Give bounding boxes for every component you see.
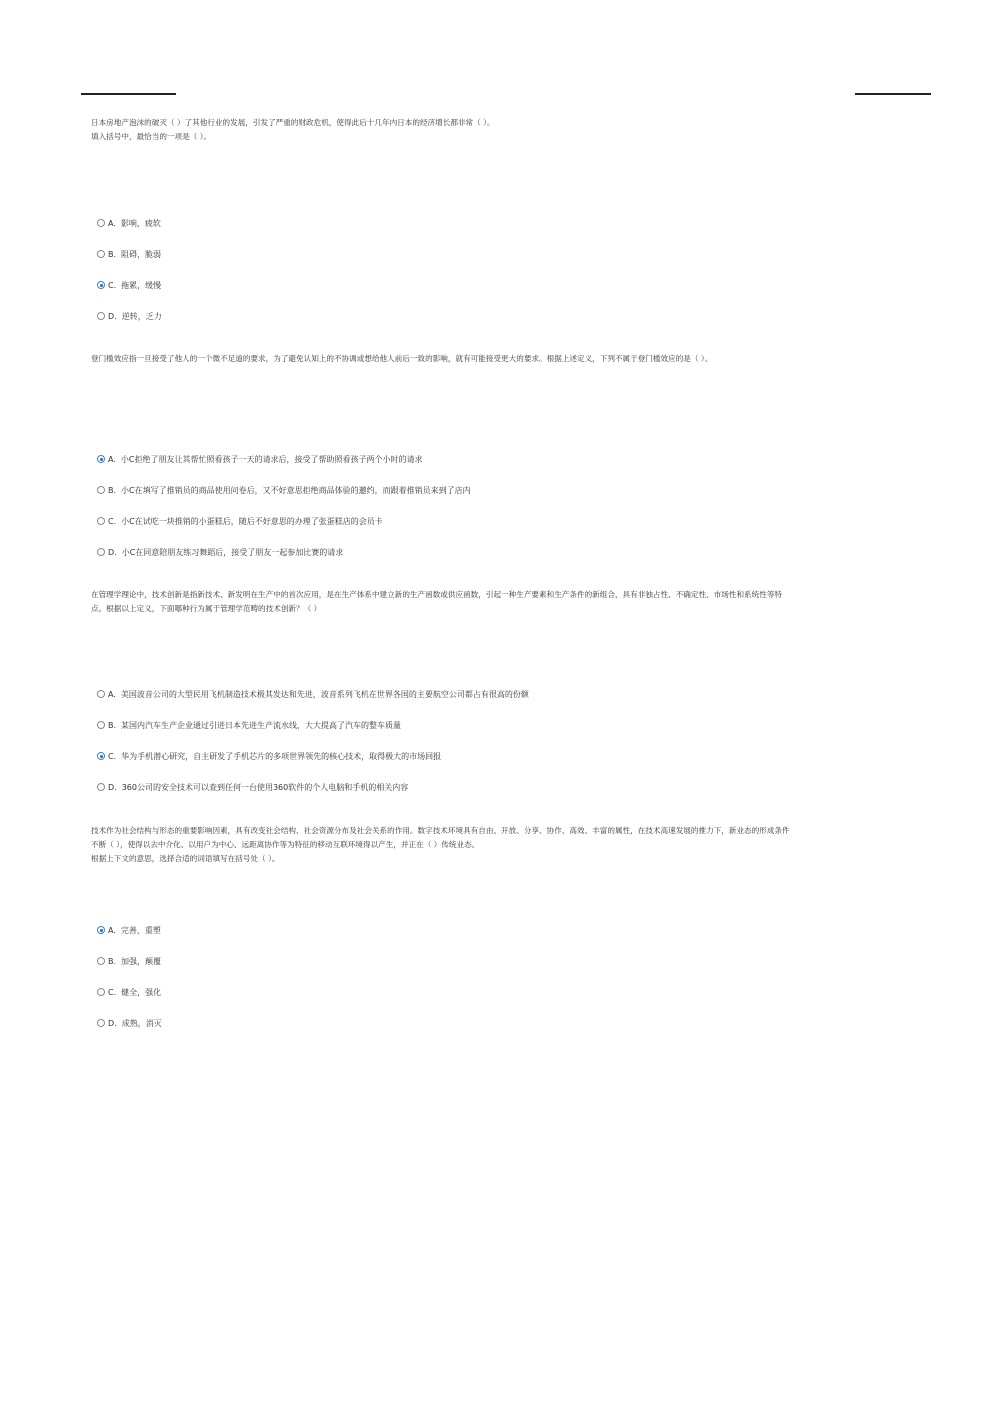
option-b[interactable] xyxy=(97,483,471,497)
radio-button-selected[interactable] xyxy=(97,281,105,289)
option-text: 阻碍，脆弱 xyxy=(121,249,162,259)
question-2 xyxy=(91,352,931,557)
option-text: 360公司的安全技术可以查到任何一台使用360软件的个人电脑和手机的相关内容 xyxy=(121,782,409,792)
radio-button[interactable] xyxy=(97,721,105,729)
option-d[interactable] xyxy=(97,1016,162,1030)
radio-button-selected[interactable] xyxy=(97,455,105,463)
question-3-text: 在管理学理论中，技术创新是指新技术、新发明在生产中的首次应用，是在生产体系中建立新的生产函数或供应函数，引起一种生产要素和生产条件的新组合，具有非独占性、不确定性、市场性和系统性等特 点。根据以上定义，下面哪种行为属于管理学范畴的技术创新？（ ） xyxy=(91,590,783,613)
question-4-text: 技术作为社会结构与形态的重要影响因素，具有改变社会结构、社会资源分布及社会关系的作用。数字技术环境具有自由、开放、分享、协作、高效、丰富的属性，在技术高速发展的推力下，新业态的形成条件 不断（ ），使得以去中介化、以用户为中心、远距离协作等为特征的移动互联环境得以产生，并正在（ ）传统业态。 根据上下文的意思，选择合适的词语填写在括号处（ ）。 xyxy=(91,826,790,863)
header-rule-left xyxy=(81,93,176,95)
option-b[interactable] xyxy=(97,954,161,968)
option-text: 华为手机潜心研究，自主研发了手机芯片的多项世界领先的核心技术，取得极大的市场回报 xyxy=(121,751,442,761)
option-letter: C. xyxy=(108,280,117,290)
question-1-text: 日本房地产泡沫的破灭（ ）了其他行业的发展，引发了严重的财政危机，使得此后十几年内日本的经济增长都非常（ ）。 填入括号中，最恰当的一项是（ ）。 xyxy=(91,118,495,141)
radio-button[interactable] xyxy=(97,312,105,320)
option-text: 成熟，消灭 xyxy=(121,1018,162,1028)
option-a[interactable] xyxy=(97,216,161,230)
option-letter: B. xyxy=(108,720,117,730)
option-a[interactable] xyxy=(97,452,422,466)
option-letter: A. xyxy=(108,454,116,464)
radio-button[interactable] xyxy=(97,690,105,698)
option-a[interactable] xyxy=(97,923,161,937)
radio-button[interactable] xyxy=(97,219,105,227)
option-b[interactable] xyxy=(97,247,161,261)
radio-button[interactable] xyxy=(97,486,105,494)
radio-button-selected[interactable] xyxy=(97,752,105,760)
option-text: 逆转，乏力 xyxy=(121,311,162,321)
option-a[interactable] xyxy=(97,687,529,701)
option-text: 小C在填写了推销员的商品使用问卷后，又不好意思拒绝商品体验的邀约，而跟着推销员来到了店内 xyxy=(121,485,471,495)
option-letter: A. xyxy=(108,689,116,699)
option-letter: D. xyxy=(108,311,117,321)
option-letter: B. xyxy=(108,485,117,495)
radio-button[interactable] xyxy=(97,250,105,258)
option-letter: D. xyxy=(108,782,117,792)
radio-button[interactable] xyxy=(97,517,105,525)
option-text: 拖累，缓慢 xyxy=(121,280,162,290)
option-text: 小C拒绝了朋友让其帮忙照看孩子一天的请求后，接受了帮助照看孩子两个小时的请求 xyxy=(120,454,423,464)
option-letter: B. xyxy=(108,249,117,259)
option-text: 美国波音公司的大型民用飞机制造技术极其发达和先进，波音系列飞机在世界各国的主要航空公司都占有很高的份额 xyxy=(120,689,529,699)
option-letter: A. xyxy=(108,218,116,228)
option-c[interactable] xyxy=(97,985,161,999)
option-letter: B. xyxy=(108,956,117,966)
radio-button[interactable] xyxy=(97,988,105,996)
option-text: 影响，疲软 xyxy=(120,218,161,228)
option-letter: C. xyxy=(108,516,117,526)
option-d[interactable] xyxy=(97,545,343,559)
option-text: 小C在试吃一块推销的小蛋糕后，随后不好意思的办理了张蛋糕店的会员卡 xyxy=(121,516,383,526)
question-3 xyxy=(91,588,931,792)
option-c[interactable] xyxy=(97,278,161,292)
option-letter: C. xyxy=(108,987,117,997)
question-4 xyxy=(91,824,931,1028)
radio-button[interactable] xyxy=(97,957,105,965)
option-c[interactable] xyxy=(97,514,383,528)
option-letter: D. xyxy=(108,1018,117,1028)
option-text: 加强，颠覆 xyxy=(121,956,162,966)
question-2-text: 登门槛效应指一旦接受了他人的一个微不足道的要求，为了避免认知上的不协调或想给他人前后一致的影响，就有可能接受更大的要求。根据上述定义，下列不属于登门槛效应的是（ ）。 xyxy=(91,354,713,363)
option-d[interactable] xyxy=(97,309,162,323)
option-letter: A. xyxy=(108,925,116,935)
option-d[interactable] xyxy=(97,780,408,794)
radio-button[interactable] xyxy=(97,783,105,791)
radio-button[interactable] xyxy=(97,1019,105,1027)
option-text: 小C在同意陪朋友练习舞蹈后，接受了朋友一起参加比赛的请求 xyxy=(121,547,344,557)
option-letter: C. xyxy=(108,751,117,761)
option-b[interactable] xyxy=(97,718,401,732)
header-rule-right xyxy=(855,93,931,95)
option-text: 健全，强化 xyxy=(121,987,162,997)
option-letter: D. xyxy=(108,547,117,557)
question-1 xyxy=(91,116,931,321)
radio-button[interactable] xyxy=(97,548,105,556)
option-c[interactable] xyxy=(97,749,441,763)
radio-button-selected[interactable] xyxy=(97,926,105,934)
option-text: 某国内汽车生产企业通过引进日本先进生产流水线，大大提高了汽车的整车质量 xyxy=(121,720,402,730)
option-text: 完善，重塑 xyxy=(120,925,161,935)
